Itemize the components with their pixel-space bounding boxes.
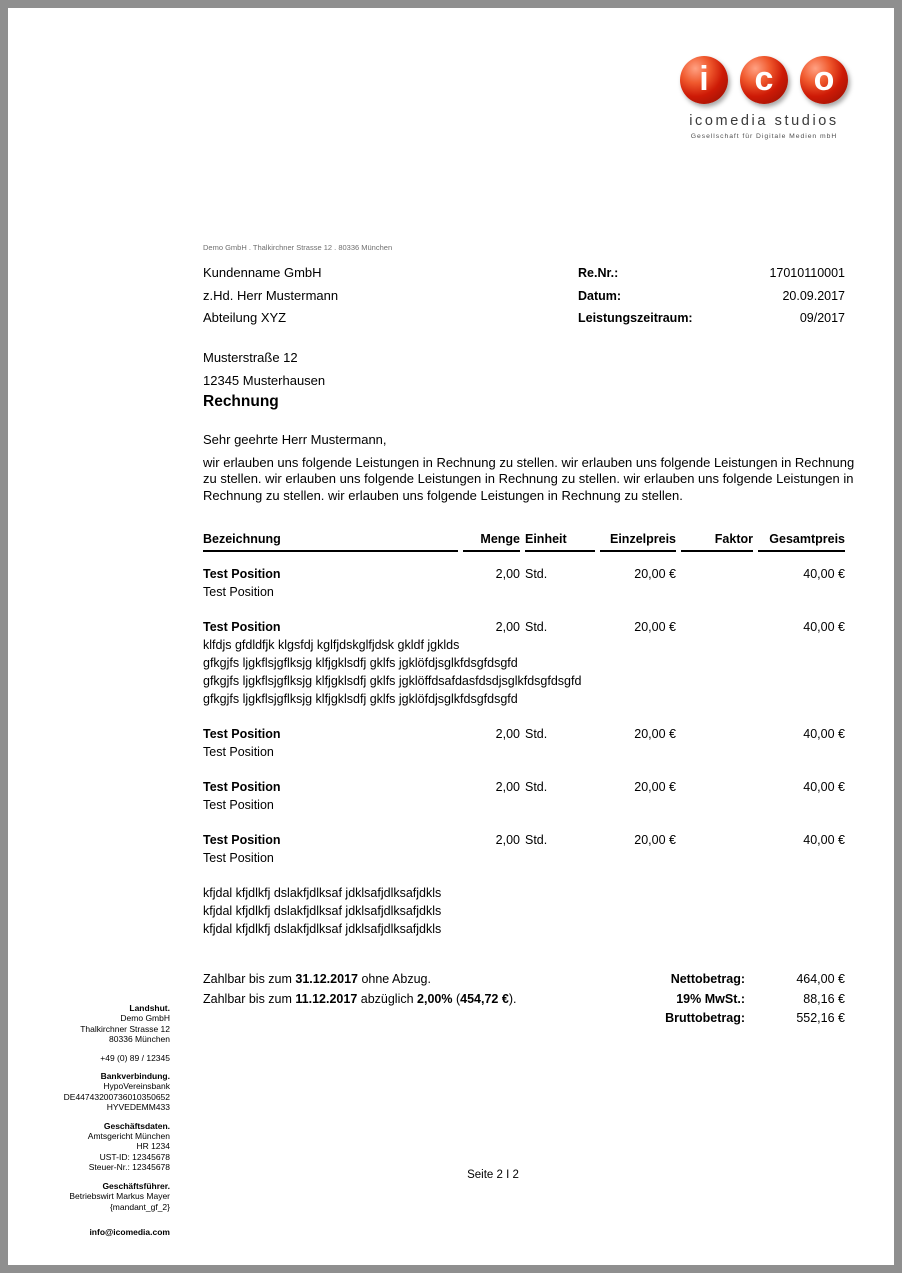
recipient-department: Abteilung XYZ [203,310,287,325]
table-spacer [203,814,845,831]
totals-block [445,970,845,1029]
item-einzelpreis: 20,00 € [634,567,676,581]
table-spacer [203,552,845,565]
col-header-bezeichnung: Bezeichnung [203,532,458,552]
item-einzelpreis: 20,00 € [634,833,676,847]
item-description-row [203,690,845,708]
sidebar-line: Geschäftsführer. [102,1180,170,1191]
item-menge: 2,00 [495,567,520,581]
item-faktor [681,565,753,583]
item-einheit: Std. [525,833,548,847]
sidebar-block [35,1227,170,1237]
logo-circles-icon [680,56,848,104]
intro-paragraph: wir erlauben uns folgende Leistungen in Rechnung zu stellen. wir erlauben uns folgende Leistungen in Rechnung zu stellen. wir erlauben uns folgende Leistungen in Rechnung zu stellen. wir erlauben uns folgende Leistungen in Rechnung zu stellen. wir erlauben uns folgende Leistungen in Rechnung zu stellen. [203,455,855,503]
payment-text: 454,72 € [460,991,509,1006]
item-gesamtpreis: 40,00 € [803,620,845,634]
table-row [203,831,845,849]
table-row [203,778,845,796]
table-header-row [203,532,845,552]
footer-sidebar [35,1003,170,1245]
sidebar-line: DE44743200736010350652 [63,1091,170,1102]
item-menge: 2,00 [495,780,520,794]
item-description: klfdjs gfdldfjk klgsfdj kglfjdskglfjdsk gkldf jgklds [203,638,460,652]
recipient-street-city [203,347,325,392]
item-description: Test Position [203,798,274,812]
item-einheit: Std. [525,727,548,741]
sidebar-block [35,1121,170,1173]
item-faktor [681,831,753,849]
sidebar-line: Betriebswirt Markus Mayer [69,1191,170,1202]
meta-value: 09/2017 [799,311,845,325]
item-einzelpreis: 20,00 € [634,620,676,634]
item-name: Test Position [203,567,281,581]
note-row [203,920,845,938]
item-description: gfkgjfs ljgkflsjgflksjg klfjgklsdfj gklfs jgklöfdjsglkfdsgfdsgfd [203,656,518,670]
logo-circle-c-icon [740,56,788,104]
col-header-faktor: Faktor [681,532,753,552]
spacer-cell [203,601,845,618]
payment-text: abzüglich [357,991,418,1006]
item-name: Test Position [203,833,281,847]
meta-label: Datum: [578,288,622,303]
item-gesamtpreis: 40,00 € [803,833,845,847]
note-row [203,902,845,920]
totals-row [445,1009,845,1029]
sidebar-line: {mandant_gf_2} [109,1201,170,1212]
spacer-cell [203,814,845,831]
sidebar-block [35,1181,170,1212]
item-gesamtpreis: 40,00 € [803,727,845,741]
item-description: Test Position [203,851,274,865]
payment-text: 2,00% [417,991,453,1006]
item-faktor [681,725,753,743]
item-description: Test Position [203,585,274,599]
logo-company-name: icomedia studios [689,113,839,129]
payment-text: 31.12.2017 [295,972,358,986]
meta-label: Re.Nr.: [578,266,619,280]
totals-value: 552,16 € [796,1011,845,1025]
table-spacer [203,761,845,778]
item-menge: 2,00 [495,727,520,741]
document-title: Rechnung [203,393,279,410]
totals-row [445,970,845,990]
payment-text: Zahlbar bis zum [203,972,296,986]
item-gesamtpreis: 40,00 € [803,780,845,794]
totals-row [445,990,845,1010]
invoice-meta [578,262,845,330]
logo-letter: c [754,59,774,98]
page-number: Seite 2 I 2 [467,1169,519,1181]
sidebar-line: HypoVereinsbank [103,1081,170,1092]
recipient-address [203,262,338,330]
item-description: gfkgjfs ljgkflsjgflksjg klfjgklsdfj gklfs jgklöffdsafdasfdsdjsglkfdsgfdsgfd [203,674,582,688]
payment-text: ( [452,991,461,1006]
company-logo [678,56,850,140]
sidebar-line: UST-ID: 12345678 [99,1151,170,1162]
sender-line: Demo GmbH . Thalkirchner Strasse 12 . 80336 München [203,243,393,252]
col-header-gesamtpreis: Gesamtpreis [758,532,845,552]
col-header-einzelpreis: Einzelpreis [600,532,676,552]
logo-letter: i [699,59,709,98]
table-row [203,618,845,636]
sidebar-line: info@icomedia.com [89,1226,170,1237]
logo-letter: o [813,59,835,98]
item-name: Test Position [203,620,281,634]
meta-row [578,262,845,285]
logo-circle-i-icon [680,56,728,104]
meta-label: Leistungszeitraum: [578,311,693,325]
sidebar-block [35,1003,170,1045]
sidebar-line: Steuer-Nr.: 12345678 [88,1162,170,1173]
item-menge: 2,00 [495,620,520,634]
meta-value: 20.09.2017 [782,288,845,303]
item-description-row [203,636,845,654]
totals-label: 19% MwSt.: [676,991,745,1006]
item-description-row [203,672,845,690]
line-items-table [198,532,850,938]
table-spacer [203,867,845,884]
meta-row [578,307,845,330]
table-row [203,725,845,743]
sidebar-block [35,1053,170,1063]
payment-text: ohne Abzug. [357,972,431,986]
item-einheit: Std. [525,620,548,634]
sidebar-line: Geschäftsdaten. [103,1120,170,1131]
col-header-einheit: Einheit [525,532,595,552]
item-description-row [203,583,845,601]
spacer-cell [203,552,845,565]
item-description-row [203,849,845,867]
logo-circle-o-icon [800,56,848,104]
sidebar-block [35,1071,170,1113]
totals-value: 88,16 € [803,991,845,1006]
item-gesamtpreis: 40,00 € [803,567,845,581]
payment-text: 11.12.2017 [295,991,358,1006]
recipient-attn: z.Hd. Herr Mustermann [203,287,339,303]
item-name: Test Position [203,780,281,794]
item-description: Test Position [203,745,274,759]
item-description: gfkgjfs ljgkflsjgflksjg klfjgklsdfj gklfs jgklöfdjsglkfdsgfdsgfd [203,692,518,706]
note-row [203,884,845,902]
note-line: kfjdal kfjdlkfj dslakfjdlksaf jdklsafjdlksafjdkls [203,904,442,918]
sidebar-line: Thalkirchner Strasse 12 [80,1023,170,1034]
recipient-name: Kundenname GmbH [203,265,322,280]
greeting: Sehr geehrte Herr Mustermann, [203,432,387,447]
sidebar-line: Demo GmbH [120,1013,170,1024]
logo-tagline: Gesellschaft für Digitale Medien mbH [690,133,838,140]
item-faktor [681,618,753,636]
sidebar-line: Landshut. [129,1003,170,1013]
item-menge: 2,00 [495,833,520,847]
item-description-row [203,743,845,761]
table-spacer [203,601,845,618]
item-description-row [203,796,845,814]
payment-text: ). [508,991,517,1006]
invoice-page [8,8,894,1265]
sidebar-line: HR 1234 [136,1141,170,1152]
item-einzelpreis: 20,00 € [634,727,676,741]
note-line: kfjdal kfjdlkfj dslakfjdlksaf jdklsafjdlksafjdkls [203,922,442,936]
spacer-cell [203,761,845,778]
note-line: kfjdal kfjdlkfj dslakfjdlksaf jdklsafjdlksafjdkls [203,886,442,900]
item-einheit: Std. [525,567,548,581]
sidebar-line: Amtsgericht München [87,1131,170,1142]
payment-text: Zahlbar bis zum [203,991,296,1006]
col-header-menge: Menge [463,532,520,552]
totals-label: Bruttobetrag: [665,1011,745,1025]
sidebar-line: HYVEDEMM433 [106,1102,170,1113]
sidebar-line: +49 (0) 89 / 12345 [100,1052,170,1063]
spacer-cell [203,867,845,884]
totals-value: 464,00 € [796,972,845,986]
item-faktor [681,778,753,796]
item-description-row [203,654,845,672]
item-einheit: Std. [525,780,548,794]
spacer-cell [203,708,845,725]
recipient-street: Musterstraße 12 [203,350,298,365]
totals-label: Nettobetrag: [670,972,745,986]
sidebar-line: 80336 München [109,1034,170,1045]
item-einzelpreis: 20,00 € [634,780,676,794]
meta-row [578,285,845,308]
table-spacer [203,708,845,725]
sidebar-line: Bankverbindung. [100,1071,170,1082]
meta-value: 17010110001 [769,266,845,280]
item-name: Test Position [203,727,281,741]
recipient-city: 12345 Musterhausen [203,372,326,388]
table-row [203,565,845,583]
